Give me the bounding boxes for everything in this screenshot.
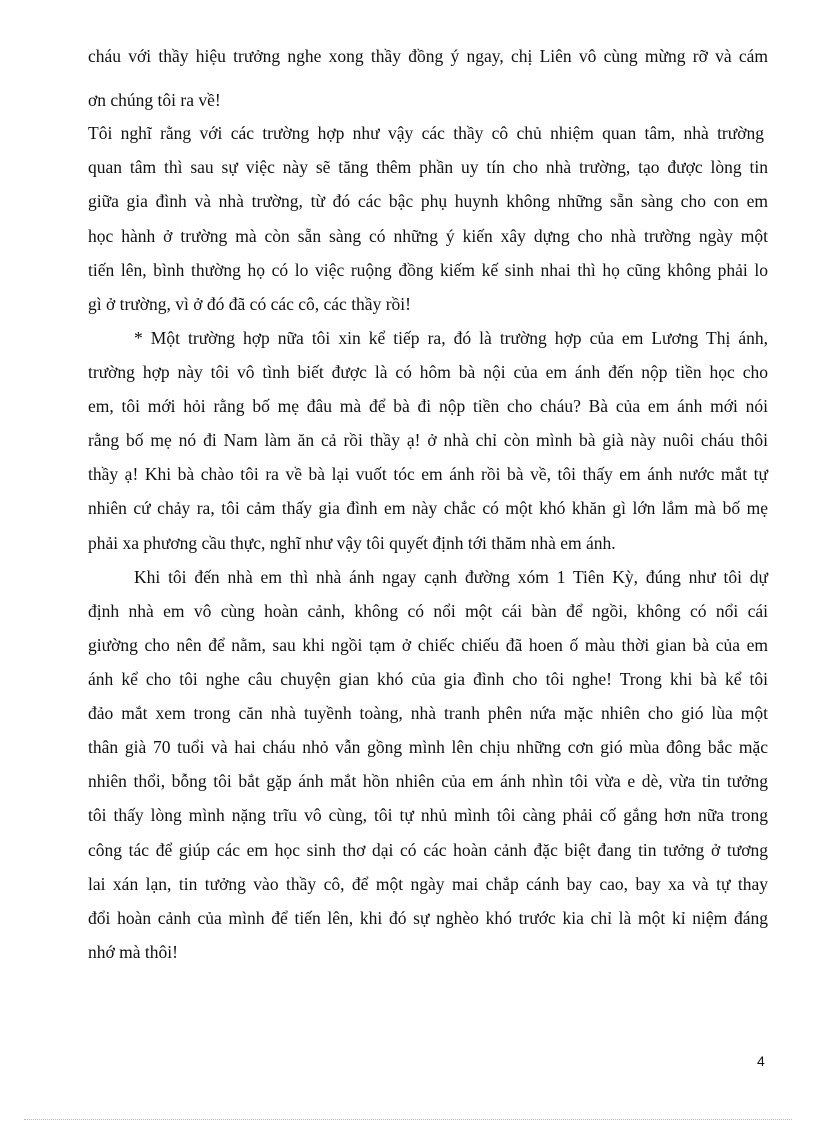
text-line: định nhà em vô cùng hoàn cảnh, không có nổi một cái bàn để ngồi, không có nổi cái <box>88 601 768 621</box>
text-line: lai xán lạn, tin tưởng vào thầy cô, để một ngày mai chắp cánh bay cao, bay xa và tự thay <box>88 874 768 894</box>
text-line: tôi thấy lòng mình nặng trĩu vô cùng, tôi tự nhủ mình tôi càng phải cố gắng hơn nữa trong <box>88 805 768 825</box>
text-line: nhiên thổi, bỗng tôi bắt gặp ánh mắt hồn nhiên của em ánh nhìn tôi vừa e dè, vừa tin tưởng <box>88 771 768 791</box>
page-bottom-divider <box>24 1119 792 1120</box>
text-line: giường cho nên để nằm, sau khi ngồi tạm ở chiếc chiếu đã hoen ố màu thời gian bà của em <box>88 635 768 655</box>
text-line: phải xa phương cầu thực, nghĩ như vậy tôi quyết định tới thăm nhà em ánh. <box>88 533 616 553</box>
text-line: giữa gia đình và nhà trường, từ đó các bậc phụ huynh không những sẵn sàng cho con em <box>88 191 768 211</box>
text-line: gì ở trường, vì ở đó đã có các cô, các thầy rồi! <box>88 294 411 314</box>
text-line: ơn chúng tôi ra về! <box>88 90 221 110</box>
text-line: cháu với thầy hiệu trưởng nghe xong thầy đồng ý ngay, chị Liên vô cùng mừng rỡ và cám <box>88 46 768 66</box>
text-line: nhớ mà thôi! <box>88 942 178 962</box>
text-line: * Một trường hợp nữa tôi xin kể tiếp ra, đó là trường hợp của em Lương Thị ánh, <box>134 328 768 348</box>
text-line: trường hợp này tôi vô tình biết được là có hôm bà nội của em ánh đến nộp tiền học cho <box>88 362 768 382</box>
text-line: công tác để giúp các em học sinh thơ dại có các hoàn cảnh đặc biệt đang tin tưởng ở tương <box>88 840 768 860</box>
text-line: tiến lên, bình thường họ có lo việc ruộng đồng kiếm kế sinh nhai thì họ cũng không phải lo <box>88 260 768 280</box>
text-line: nhiên cứ chảy ra, tôi cảm thấy gia đình em này chắc có một khó khăn gì lớn lắm mà bố mẹ <box>88 498 768 518</box>
text-line: quan tâm thì sau sự việc này sẽ tăng thêm phần uy tín cho nhà trường, tạo được lòng tin <box>88 157 768 177</box>
text-line: em, tôi mới hỏi rằng bố mẹ đâu mà để bà đi nộp tiền cho cháu? Bà của em ánh mới nói <box>88 396 768 416</box>
text-line: thầy ạ! Khi bà chào tôi ra về bà lại vuốt tóc em ánh rồi bà về, tôi thấy em ánh nước mắt tự <box>88 464 768 484</box>
text-line: rằng bố mẹ nó đi Nam làm ăn cả rồi thầy ạ! ở nhà chỉ còn mình bà già này nuôi cháu thôi <box>88 430 768 450</box>
text-line: thân già 70 tuổi và hai cháu nhỏ vẫn gồng mình lên chịu những cơn gió mùa đông bắc mặc <box>88 737 768 757</box>
page-number: 4 <box>757 1053 765 1069</box>
text-line: đảo mắt xem trong căn nhà tuyềnh toàng, nhà tranh phên nứa mặc nhiên cho gió lùa một <box>88 703 768 723</box>
text-line: Tôi nghĩ rằng với các trường hợp như vậy các thầy cô chủ nhiệm quan tâm, nhà trường <box>88 123 764 143</box>
text-line: đổi hoàn cảnh của mình để tiến lên, khi đó sự nghèo khó trước kia chỉ là một kỉ niệm đáng <box>88 908 768 928</box>
text-line: Khi tôi đến nhà em thì nhà ánh ngay cạnh đường xóm 1 Tiên Kỳ, đúng như tôi dự <box>134 567 768 587</box>
text-line: ánh kể cho tôi nghe câu chuyện gian khó của gia đình cho tôi nghe! Trong khi bà kể tôi <box>88 669 768 689</box>
text-line: học hành ở trường mà còn sẵn sàng có những ý kiến xây dựng cho nhà trường ngày một <box>88 226 768 246</box>
